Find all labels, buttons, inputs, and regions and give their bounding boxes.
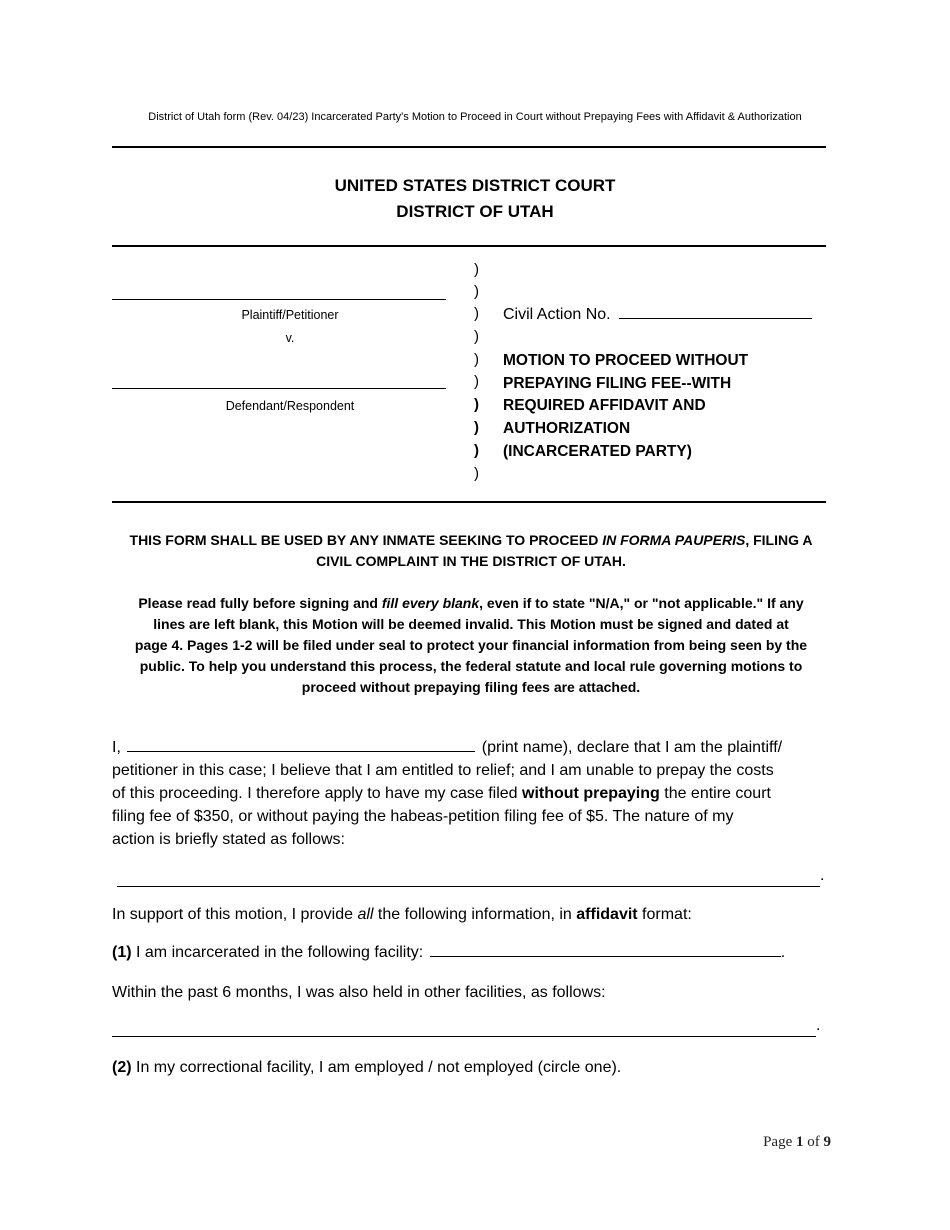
court-district: DISTRICT OF UTAH	[396, 202, 554, 221]
notice-text: , FILING A	[745, 532, 813, 548]
caption-paren: )	[474, 328, 479, 345]
instructions-text: proceed without prepaying filing fees are attached.	[301, 679, 641, 695]
civil-action-label: Civil Action No.	[503, 306, 611, 323]
plaintiff-label: Plaintiff/Petitioner	[241, 308, 339, 322]
page-total: 9	[823, 1134, 831, 1150]
instructions-text: public. To help you understand this process, the federal statute and local rule governing motions to	[139, 658, 803, 674]
instructions-text: lines are left blank, this Motion will be deemed invalid. This Motion must be signed and dated at	[153, 616, 789, 632]
line-period: .	[820, 867, 825, 884]
item-2	[112, 1056, 830, 1079]
caption-paren: )	[474, 283, 479, 300]
instructions-emphasis: fill every blank	[381, 595, 480, 611]
declaration-text: action is briefly stated as follows:	[112, 831, 345, 848]
declaration-text: petitioner in this case; I believe that I am entitled to relief; and I am unable to prepay the costs	[112, 762, 774, 779]
notice-text: CIVIL COMPLAINT IN THE DISTRICT OF UTAH.	[316, 553, 626, 569]
declaration-text: I,	[112, 739, 121, 756]
facility-blank[interactable]	[430, 942, 781, 957]
form-header: District of Utah form (Rev. 04/23) Incarcerated Party's Motion to Proceed in Court without Prepaying Fees with Affidavit & Authorization	[148, 111, 802, 123]
nature-of-action-blank[interactable]	[117, 886, 820, 887]
defendant-name-blank[interactable]	[112, 388, 446, 389]
support-emphasis: affidavit	[576, 906, 638, 923]
motion-title-line: (INCARCERATED PARTY)	[503, 442, 692, 460]
declaration-text: filing fee of $350, or without paying the habeas-petition filing fee of $5. The nature of my	[112, 808, 734, 825]
versus-label: v.	[285, 331, 295, 345]
page-word: Page	[763, 1134, 796, 1150]
item-text: I am incarcerated in the following facility:	[131, 944, 424, 961]
past-facilities-statement: Within the past 6 months, I was also held in other facilities, as follows:	[112, 984, 606, 1001]
support-emphasis: all	[357, 906, 374, 923]
line-period: .	[816, 1017, 821, 1034]
caption-paren: )	[474, 465, 479, 482]
support-text: In support of this motion, I provide	[112, 906, 358, 923]
notice-text: THIS FORM SHALL BE USED BY ANY INMATE SEEKING TO PROCEED	[129, 532, 603, 548]
caption-bottom-rule	[112, 501, 826, 503]
declaration-text: the entire court	[659, 785, 771, 802]
motion-title-line: AUTHORIZATION	[503, 420, 631, 438]
caption-top-rule	[112, 245, 826, 247]
civil-action-number	[503, 304, 812, 324]
declaration-paragraph	[112, 736, 830, 851]
motion-title-line: REQUIRED AFFIDAVIT AND	[503, 397, 706, 415]
page-number	[763, 1134, 831, 1151]
caption-paren: )	[474, 396, 479, 413]
item-number: (2)	[112, 1059, 132, 1076]
declaration-text: of this proceeding. I therefore apply to have my case filed	[112, 785, 523, 802]
item-number: (1)	[112, 944, 132, 961]
motion-title-line: PREPAYING FILING FEE--WITH	[503, 374, 732, 392]
civil-action-number-blank[interactable]	[619, 304, 812, 319]
support-text: the following information, in	[373, 906, 577, 923]
page-of-word: of	[803, 1134, 824, 1150]
support-statement	[112, 903, 830, 926]
instructions	[110, 593, 832, 698]
caption-paren: )	[474, 373, 479, 390]
notice-latin-term: IN FORMA PAUPERIS	[602, 532, 746, 548]
support-text: format:	[637, 906, 692, 923]
motion-title-line: MOTION TO PROCEED WITHOUT	[503, 352, 749, 369]
print-name-blank[interactable]	[127, 737, 475, 752]
caption-paren: )	[474, 305, 479, 322]
header-rule	[112, 146, 826, 148]
caption-paren: )	[474, 419, 479, 436]
declaration-text: (print name), declare that I am the plaintiff/	[481, 739, 783, 756]
item-text: In my correctional facility, I am employed / not employed (circle one).	[131, 1059, 622, 1076]
motion-title	[503, 350, 748, 464]
defendant-label: Defendant/Respondent	[225, 399, 355, 413]
caption-paren: )	[474, 261, 479, 278]
past-facilities-blank[interactable]	[112, 1036, 816, 1037]
court-name: UNITED STATES DISTRICT COURT	[334, 176, 616, 195]
instructions-text: , even if to state "N/A," or "not applicable." If any	[479, 595, 804, 611]
line-period: .	[780, 944, 786, 961]
declaration-emphasis: without prepaying	[522, 785, 660, 802]
caption-paren: )	[474, 351, 479, 368]
plaintiff-name-blank[interactable]	[112, 299, 446, 300]
page-current: 1	[796, 1134, 804, 1150]
inmate-notice	[112, 530, 830, 572]
instructions-text: Please read fully before signing and	[138, 595, 382, 611]
caption-paren: )	[474, 442, 479, 459]
instructions-text: page 4. Pages 1-2 will be filed under seal to protect your financial information from being seen by the	[134, 637, 808, 653]
item-1	[112, 941, 830, 964]
